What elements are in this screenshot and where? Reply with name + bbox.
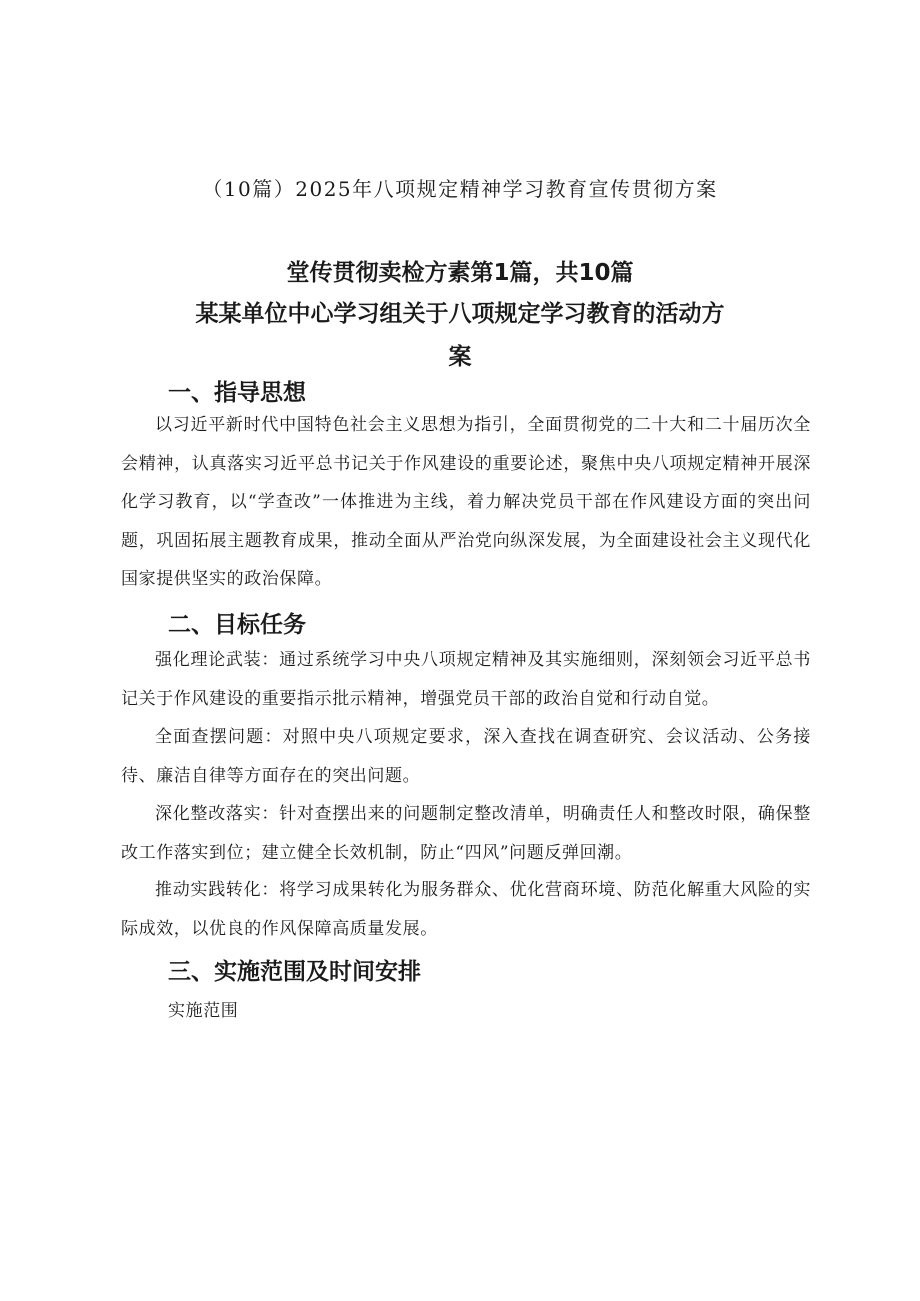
subtitle-line-2: 某某单位中心学习组关于八项规定学习教育的活动方 bbox=[195, 301, 725, 327]
subtitle-line-3: 案 bbox=[448, 344, 472, 370]
section-heading-goals: 二、目标任务 bbox=[168, 612, 306, 638]
paragraph-find-problems: 全面查摆问题：对照中央八项规定要求，深入查找在调查研究、会议活动、公务接待、廉洁自律等方面存在的突出问题。 bbox=[121, 727, 811, 786]
section-heading-guiding-ideology: 一、指导思想 bbox=[168, 380, 306, 406]
paragraph-guiding-ideology: 以习近平新时代中国特色社会主义思想为指引，全面贯彻党的二十大和二十届历次全会精神，认真落实习近平总书记关于作风建设的重要论述，聚焦中央八项规定精神开展深化学习教育，以“学查改”一体推进为主线，着力解决党员干部在作风建设方面的突出问题，巩固拓展主题教育成果，推动全面从严治党向纵深发展，为全面建设社会主义现代化国家提供坚实的政治保障。 bbox=[121, 415, 811, 589]
document-title: （10篇）2025年八项规定精神学习教育宣传贯彻方案 bbox=[202, 177, 718, 201]
paragraph-rectification: 深化整改落实：针对查摆出来的问题制定整改清单，明确责任人和整改时限，确保整改工作落实到位；建立健全长效机制，防止“四风”问题反弹回潮。 bbox=[121, 804, 811, 863]
subheading-scope: 实施范围 bbox=[168, 1001, 239, 1021]
section-heading-scope-schedule: 三、实施范围及时间安排 bbox=[168, 959, 421, 985]
subtitle-line-1: 堂传贯彻卖检方素第1篇，共10篇 bbox=[286, 260, 634, 286]
paragraph-practice: 推动实践转化：将学习成果转化为服务群众、优化营商环境、防范化解重大风险的实际成效，以优良的作风保障高质量发展。 bbox=[121, 880, 811, 939]
paragraph-theory-study: 强化理论武装：通过系统学习中央八项规定精神及其实施细则，深刻领会习近平总书记关于作风建设的重要指示批示精神，增强党员干部的政治自觉和行动自觉。 bbox=[121, 650, 811, 709]
